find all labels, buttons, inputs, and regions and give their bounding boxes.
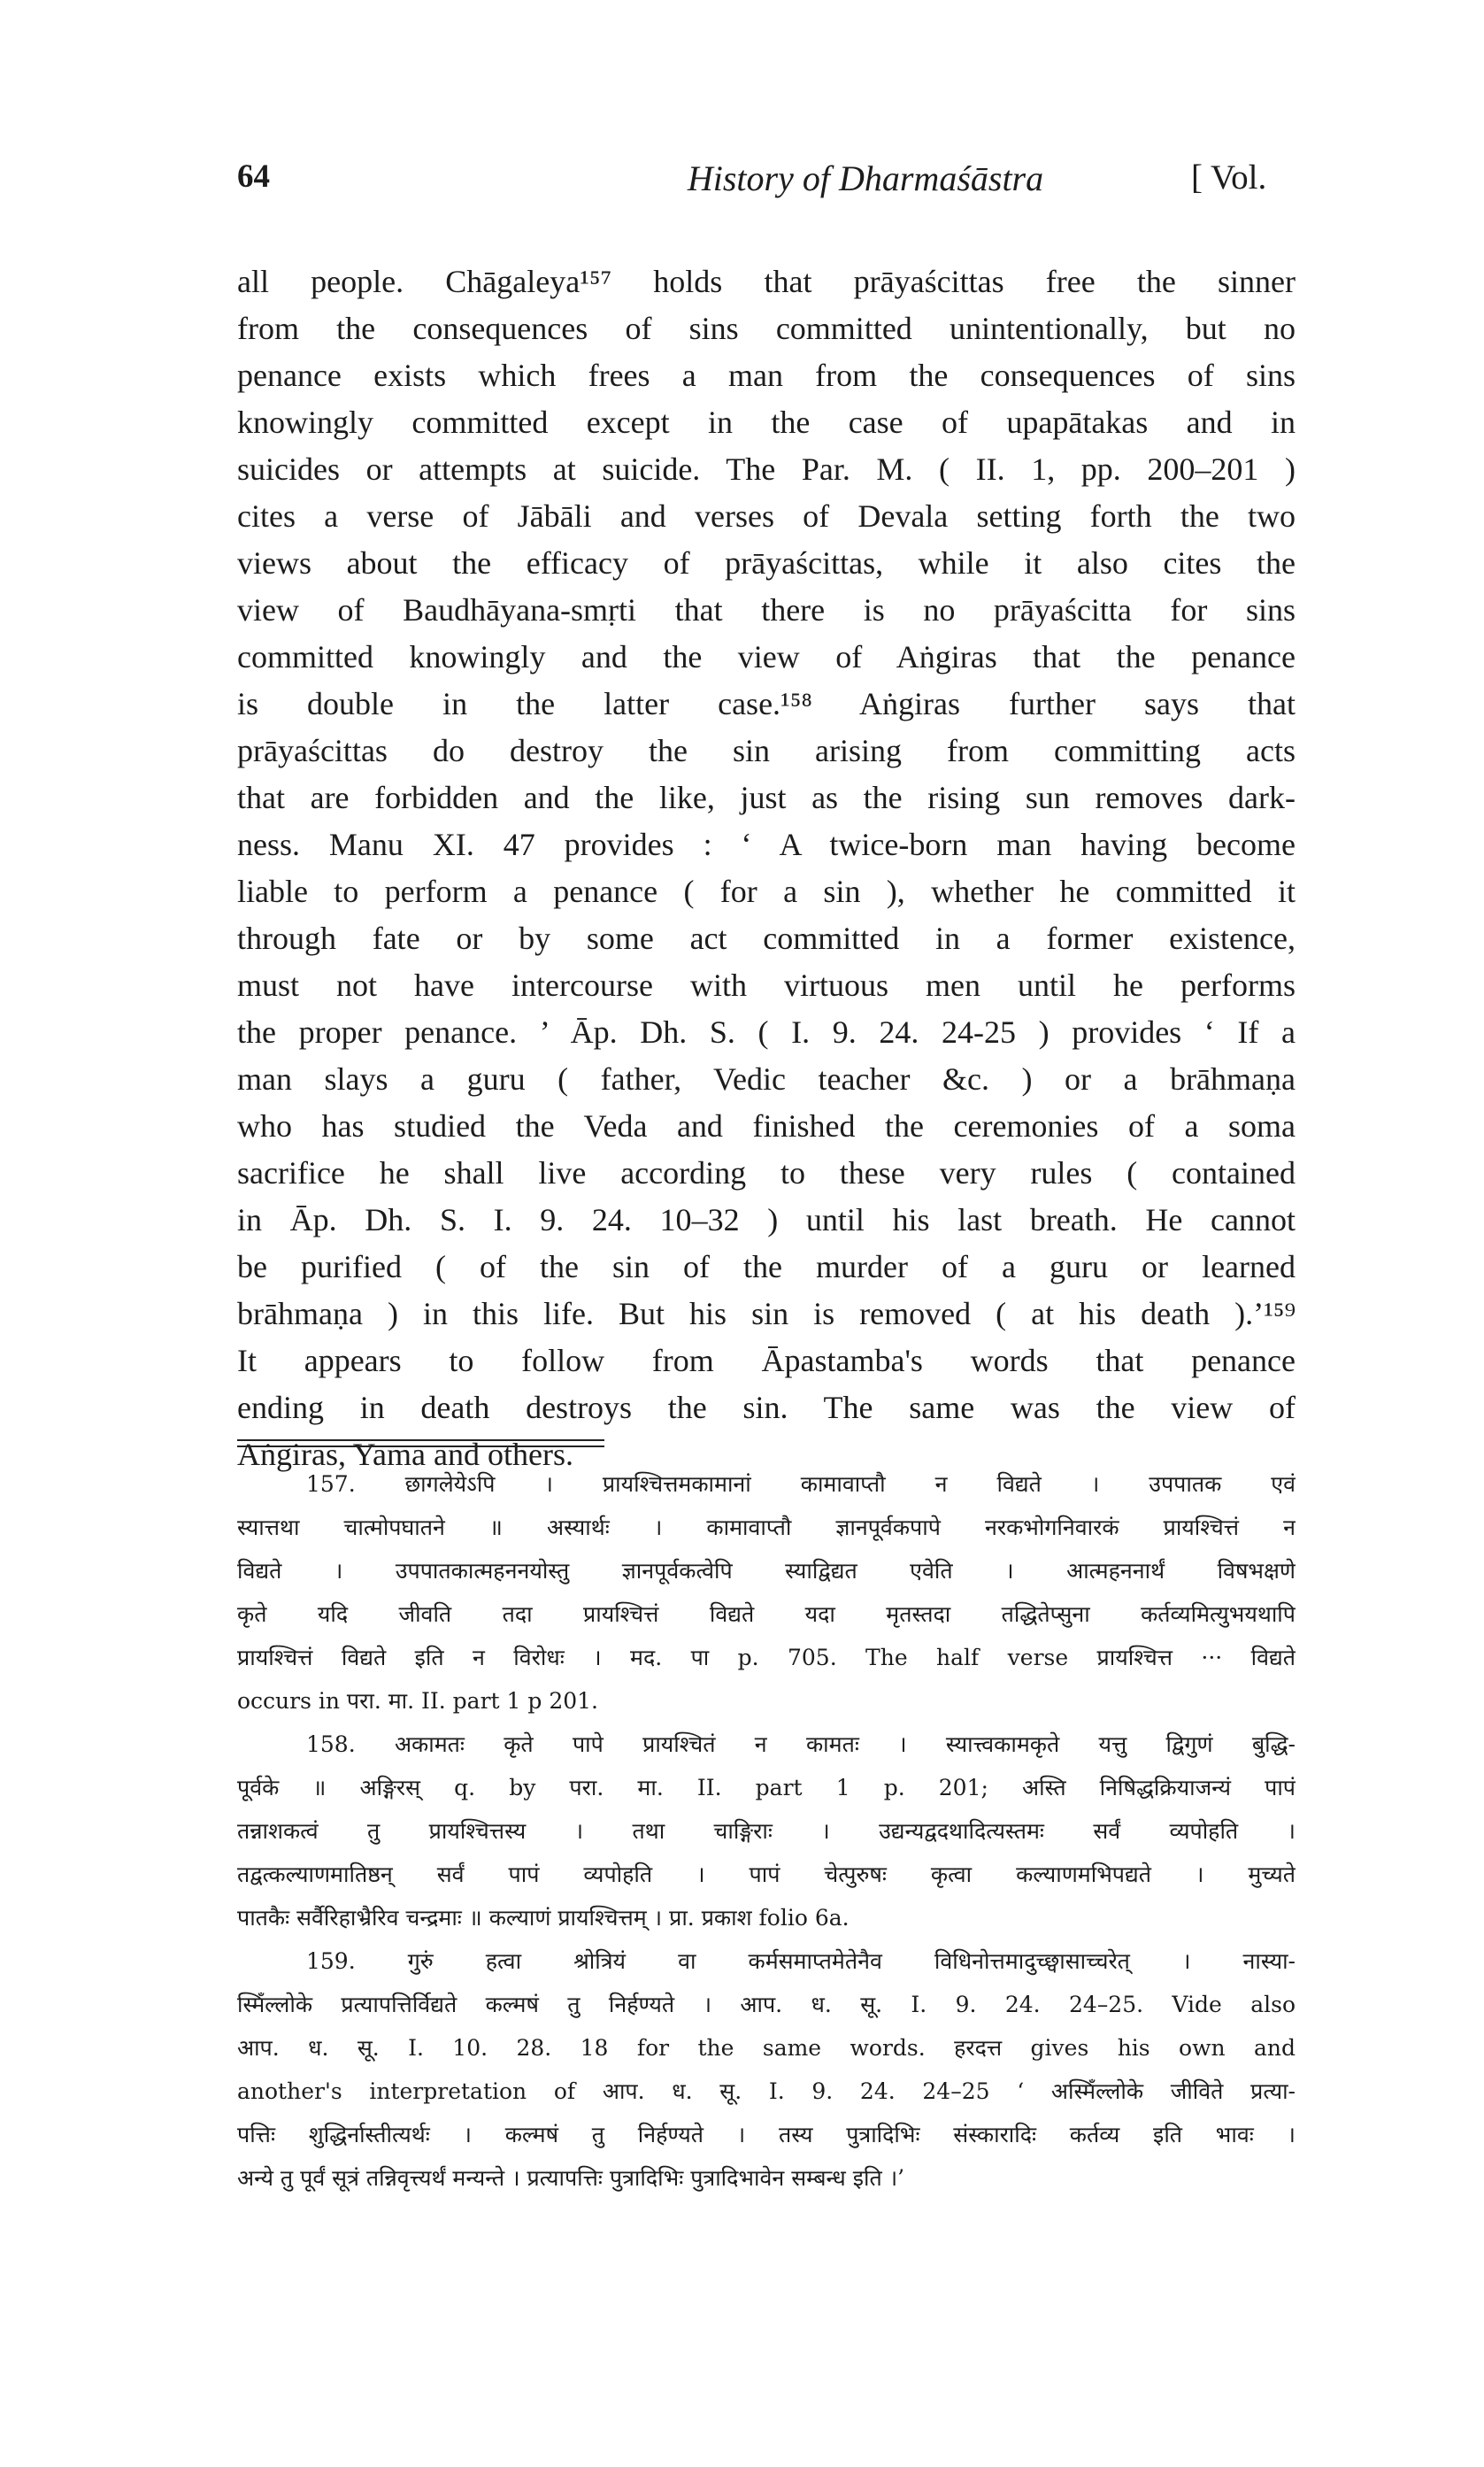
footnote-line: विद्यते । उपपातकात्महननयोस्तु ज्ञानपूर्वकत्वेपि स्याद्विद्यत एवेति । आत्महननार्थं विषभक्षणे (237, 1558, 1296, 1584)
footnote-line: पूर्वके ॥ अङ्गिरस् q. by परा. मा. II. part 1 p. 201; अस्ति निषिद्धक्रियाजन्यं पापं (237, 1775, 1296, 1800)
text-line: who has studied the Veda and finished the ceremonies of a soma (237, 1108, 1296, 1144)
footnote-line: कृते यदि जीवति तदा प्रायश्चित्तं विद्यते यदा मृतस्तदा तद्धितेप्सुना कर्तव्यमित्युभयथापि (237, 1601, 1296, 1627)
text-line: view of Baudhāyana-smṛti that there is no prāyaścitta for sins (237, 592, 1296, 628)
footnotes (237, 1462, 1296, 2200)
footnote-line: स्यात्तथा चात्मोपघातने ॥ अस्यार्थः । कामावाप्तौ ज्ञानपूर्वकपापे नरकभोगनिवारकं प्रायश्चित्तं न (237, 1515, 1296, 1540)
text-line: prāyaścittas do destroy the sin arising from committing acts (237, 733, 1296, 768)
footnote-158: 158. अकामतः कृते पापे प्रायश्चितं न कामतः । स्यात्त्वकामकृते यत्तु द्विगुणं बुद्धि- (306, 1731, 1296, 1757)
footnote-line: आप. ध. सू. I. 10. 28. 18 for the same words. हरदत्त gives his own and (237, 2035, 1296, 2061)
footnote-line: अन्ये तु पूर्वं सूत्रं तन्निवृत्त्यर्थं मन्यन्ते । प्रत्यापत्तिः पुत्रादिभिः पुत्रादिभावेन सम्बन्ध इति ।’ (237, 2165, 905, 2191)
footnote-line: स्मिँल्लोके प्रत्यापत्तिर्विद्यते कल्मषं तु निर्हण्यते । आप. ध. सू. I. 9. 24. 24–25. Vide also (237, 1992, 1296, 2017)
text-line: is double in the latter case.¹⁵⁸ Aṅgiras further says that (237, 686, 1296, 721)
text-line: penance exists which frees a man from the consequences of sins (237, 358, 1296, 393)
text-line: through fate or by some act committed in a former existence, (237, 921, 1296, 956)
text-line: from the consequences of sins committed unintentionally, but no (237, 311, 1296, 346)
running-title: History of Dharmaśāstra (687, 158, 1044, 198)
text-line: ending in death destroys the sin. The same was the view of (237, 1390, 1296, 1425)
text-line: committed knowingly and the view of Aṅgiras that the penance (237, 639, 1296, 675)
text-line: cites a verse of Jābāli and verses of Devala setting forth the two (237, 498, 1296, 534)
text-line: ness. Manu XI. 47 provides : ‘ A twice-born man having become (237, 827, 1296, 862)
text-line: in Āp. Dh. S. I. 9. 24. 10–32 ) until his last breath. He cannot (237, 1202, 1296, 1237)
text-line: It appears to follow from Āpastamba's words that penance (237, 1343, 1296, 1378)
footnote-157: 157. छागलेयेऽपि । प्रायश्चित्तमकामानां कामावाप्तौ न विद्यते । उपपातक एवं (306, 1471, 1296, 1497)
text-line: suicides or attempts at suicide. The Par. M. ( II. 1, pp. 200–201 ) (237, 451, 1296, 487)
text-line: man slays a guru ( father, Vedic teacher &c. ) or a brāhmaṇa (237, 1061, 1296, 1097)
footnote-line: पत्तिः शुद्धिर्नास्तीत्यर्थः । कल्मषं तु निर्हण्यते । तस्य पुत्रादिभिः संस्कारादिः कर्तव्य इति भावः । (237, 2122, 1296, 2147)
volume-marker: [ Vol. (1191, 158, 1267, 197)
text-line: Aṅgiras, Yama and others. (237, 1437, 573, 1472)
footnote-rule (237, 1439, 604, 1447)
footnote-line: तन्नाशकत्वं तु प्रायश्चित्तस्य । तथा चाङ्गिराः । उद्यन्यद्वदथादित्यस्तमः सर्वं व्यपोहति । (237, 1818, 1296, 1844)
footnote-line: पातकैः सर्वैरिहाभ्रैरिव चन्द्रमाः ॥ कल्याणं प्रायश्चित्तम् । प्रा. प्रकाश folio 6a. (237, 1905, 850, 1931)
text-line: all people. Chāgaleya¹⁵⁷ holds that prāyaścittas free the sinner (237, 264, 1296, 299)
text-line: liable to perform a penance ( for a sin ), whether he committed it (237, 874, 1296, 909)
text-line: be purified ( of the sin of the murder of a guru or learned (237, 1249, 1296, 1284)
footnote-line: occurs in परा. मा. II. part 1 p 201. (237, 1688, 599, 1714)
footnote-line: प्रायश्चित्तं विद्यते इति न विरोधः । मद. पा p. 705. The half verse प्रायश्चित्त ··· विद्यते (237, 1645, 1296, 1670)
main-text (237, 258, 1296, 1478)
text-line: that are forbidden and the like, just as the rising sun removes dark- (237, 780, 1296, 815)
text-line: sacrifice he shall live according to these very rules ( contained (237, 1155, 1296, 1191)
text-line: knowingly committed except in the case of upapātakas and in (237, 405, 1296, 440)
footnote-159: 159. गुरुं हत्वा श्रोत्रियं वा कर्मसमाप्तमेतेनैव विधिनोत्तमादुच्छ्वासाच्चरेत् । नास्या- (306, 1948, 1296, 1974)
text-line: brāhmaṇa ) in this life. But his sin is removed ( at his death ).’¹⁵⁹ (237, 1296, 1296, 1331)
page-number: 64 (237, 158, 270, 195)
text-line: the proper penance. ’ Āp. Dh. S. ( I. 9. 24. 24-25 ) provides ‘ If a (237, 1014, 1296, 1050)
page-header (237, 158, 1476, 211)
footnote-line: another's interpretation of आप. ध. सू. I. 9. 24. 24–25 ‘ अस्मिँल्लोके जीविते प्रत्या- (237, 2078, 1296, 2104)
text-line: views about the efficacy of prāyaścittas, while it also cites the (237, 545, 1296, 581)
text-line: must not have intercourse with virtuous men until he performs (237, 968, 1296, 1003)
footnote-line: तद्वत्कल्याणमातिष्ठन् सर्वं पापं व्यपोहति । पापं चेत्पुरुषः कृत्वा कल्याणमभिपद्यते । मुच्यते (237, 1862, 1296, 1887)
